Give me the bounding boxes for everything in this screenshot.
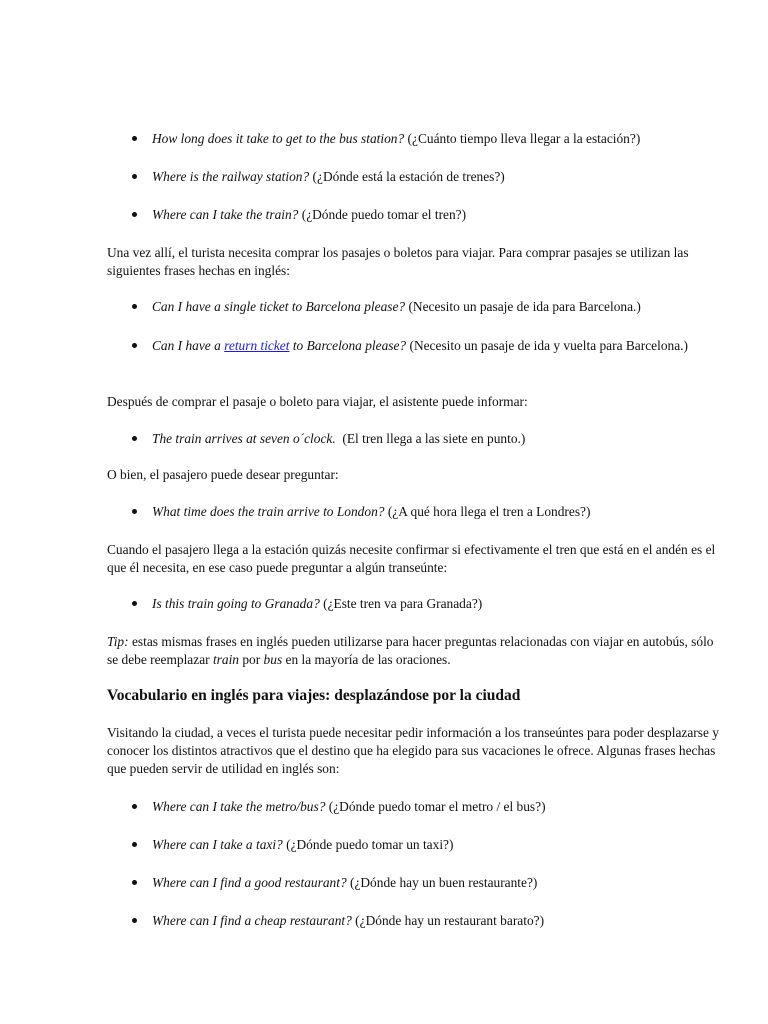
spanish-translation: (¿Este tren va para Granada?) (319, 596, 483, 611)
english-phrase: Is this train going to Granada? (152, 596, 320, 611)
spanish-translation: (¿Dónde está la estación de trenes?) (309, 169, 505, 184)
english-phrase: Where is the railway station? (152, 169, 310, 184)
english-phrase: Where can I find a good restaurant? (152, 875, 347, 890)
spanish-translation: (¿Dónde puedo tomar un taxi?) (282, 837, 454, 852)
english-phrase-pre: Can I have a (152, 338, 225, 353)
paragraph-or: O bien, el pasajero puede desear preguntar: (107, 467, 339, 482)
list-item (152, 798, 722, 816)
english-phrase-post: to Barcelona please? (289, 338, 407, 353)
english-phrase: Can I have a single ticket to Barcelona please? (152, 299, 406, 314)
tip-label: Tip: (107, 634, 129, 649)
paragraph-city: Visitando la ciudad, a veces el turista puede necesitar pedir información a los transeúntes para poder desplazarse y conocer los distintos atractivos que el destino que ha elegido para sus vacaciones le ofrece. Algunas frases hechas que pueden servir de utilidad en inglés son: (107, 725, 719, 776)
list-item (152, 168, 722, 186)
list-item (152, 206, 722, 224)
spanish-translation: (¿Dónde puedo tomar el metro / el bus?) (325, 799, 546, 814)
word-bus: bus (263, 652, 283, 667)
word-train: train (212, 652, 239, 667)
list-item (152, 912, 722, 930)
spanish-translation: (Necesito un pasaje de ida y vuelta para Barcelona.) (406, 338, 688, 353)
spanish-translation: (El tren llega a las siete en punto.) (335, 431, 526, 446)
list-item (152, 503, 722, 521)
list-item (152, 337, 722, 355)
return-ticket-link[interactable]: return ticket (224, 338, 290, 353)
tip-text: por (239, 652, 264, 667)
english-phrase: What time does the train arrive to London? (152, 504, 385, 519)
english-phrase: Where can I find a cheap restaurant? (152, 913, 352, 928)
list-item (152, 836, 722, 854)
spanish-translation: (¿Dónde hay un buen restaurante?) (346, 875, 538, 890)
list-item (152, 595, 722, 613)
list-item (152, 874, 722, 892)
tip-text: estas mismas frases en inglés pueden utilizarse para hacer preguntas relacionadas con viajar en autobús, sólo se debe reemplazar (107, 634, 714, 667)
spanish-translation: (¿Dónde hay un restaurant barato?) (351, 913, 545, 928)
list-item (152, 298, 722, 316)
paragraph-after-ticket: Después de comprar el pasaje o boleto para viajar, el asistente puede informar: (107, 394, 528, 409)
paragraph-platform: Cuando el pasajero llega a la estación quizás necesite confirmar si efectivamente el tren que está en el andén es el que él necesita, en ese caso puede preguntar a algún transeúnte: (107, 542, 716, 575)
list-item (152, 130, 722, 148)
tip-paragraph (107, 633, 725, 669)
tip-text: en la mayoría de las oraciones. (282, 652, 451, 667)
spanish-translation: (Necesito un pasaje de ida para Barcelona.) (405, 299, 641, 314)
section-heading: Vocabulario en inglés para viajes: desplazándose por la ciudad (107, 687, 521, 704)
english-phrase: Where can I take the metro/bus? (152, 799, 326, 814)
paragraph-tickets: Una vez allí, el turista necesita comprar los pasajes o boletos para viajar. Para comprar pasajes se utilizan las siguientes frases hechas en inglés: (107, 245, 689, 278)
english-phrase: The train arrives at seven o´clock. (152, 431, 336, 446)
list-item (152, 430, 722, 448)
english-phrase: Where can I take a taxi? (152, 837, 283, 852)
spanish-translation: (¿A qué hora llega el tren a Londres?) (384, 504, 591, 519)
spanish-translation: (¿Dónde puedo tomar el tren?) (298, 207, 467, 222)
spanish-translation: (¿Cuánto tiempo lleva llegar a la estación?) (404, 131, 641, 146)
english-phrase: Where can I take the train? (152, 207, 299, 222)
english-phrase: How long does it take to get to the bus station? (152, 131, 405, 146)
